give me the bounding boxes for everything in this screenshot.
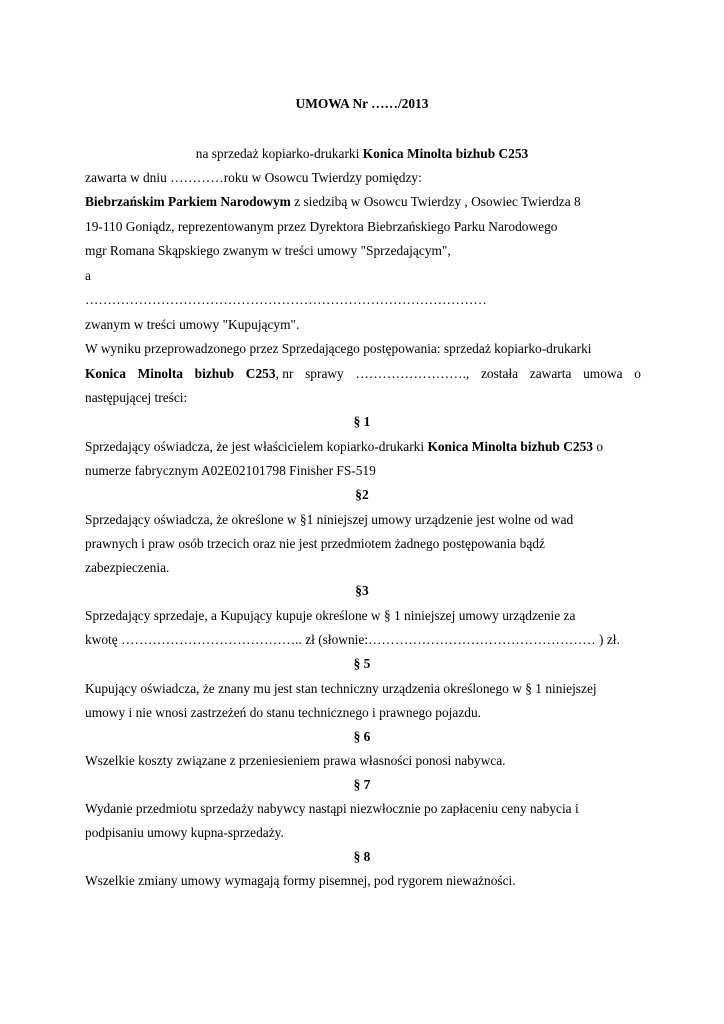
procedure-word: umowa — [583, 366, 623, 381]
procedure-line1: W wyniku przeprowadzonego przez Sprzedającego postępowania: sprzedaż kopiarko-drukarki — [85, 341, 592, 356]
procedure-word: Konica — [85, 366, 126, 381]
and-word: a — [85, 268, 91, 283]
procedure-word: Minolta — [137, 366, 183, 381]
section-5-line2: umowy i nie wnosi zastrzeżeń do stanu technicznego i prawnego pojazdu. — [85, 705, 482, 720]
section-3-line2: kwotę ………………………………….. zł (słownie:…………………………………………… ) zł. — [85, 632, 620, 647]
section-1-text: Sprzedający oświadcza, że jest właścicielem kopiarko-drukarki — [85, 439, 428, 454]
section-7-line1: Wydanie przedmiotu sprzedaży nabywcy nastąpi niezwłocznie po zapłaceniu ceny nabycia i — [85, 801, 579, 816]
party1-line2: 19-110 Goniądz, reprezentowanym przez Dyrektora Biebrzańskiego Parku Narodowego — [85, 219, 558, 234]
procedure-line2 — [85, 366, 641, 382]
section-6-line1: Wszelkie koszty związane z przeniesieniem prawa własności ponosi nabywca. — [85, 753, 506, 768]
section-8-line1: Wszelkie zmiany umowy wymagają formy pisemnej, pod rygorem nieważności. — [85, 873, 516, 888]
section-8-heading: § 8 — [353, 849, 371, 864]
section-7-line2: podpisaniu umowy kupna-sprzedaży. — [85, 825, 284, 840]
procedure-word: , nr — [275, 366, 294, 381]
party1-address: z siedzibą w Osowcu Twierdzy , Osowiec Twierdza 8 — [290, 194, 581, 209]
section-2-line1: Sprzedający oświadcza, że określone w §1 niniejszej umowy urządzenie jest wolne od wad — [85, 512, 574, 527]
section-1-device-name: Konica Minolta bizhub C253 — [427, 439, 593, 454]
section-5-heading: § 5 — [353, 656, 371, 671]
subtitle-device-name: Konica Minolta bizhub C253 — [362, 146, 529, 161]
procedure-word: została — [480, 366, 519, 381]
party2-placeholder: ……………………………………………………………………………… — [85, 292, 487, 307]
section-7-heading: § 7 — [353, 777, 371, 792]
section-1-line1 — [85, 439, 603, 455]
procedure-word: bizhub — [194, 366, 235, 381]
section-1-heading: § 1 — [353, 414, 371, 429]
party1-line3: mgr Romana Skąpskiego zwanym w treści umowy "Sprzedającym", — [85, 243, 451, 258]
document-subtitle — [0, 146, 724, 162]
section-5-line1: Kupujący oświadcza, że znany mu jest stan techniczny urządzenia określonego w § 1 niniejszej — [85, 681, 597, 696]
document-title: UMOWA Nr ……/2013 — [295, 96, 429, 111]
procedure-word: o — [634, 366, 641, 381]
section-3-heading: §3 — [355, 583, 369, 598]
procedure-word: ……………………., — [355, 366, 470, 381]
subtitle-prefix: na sprzedaż kopiarko-drukarki — [195, 146, 363, 161]
party1-line — [85, 194, 581, 210]
section-1-line2: numerze fabrycznym A02E02101798 Finisher FS-519 — [85, 463, 376, 478]
party1-name: Biebrzańskim Parkiem Narodowym — [85, 194, 291, 209]
procedure-word-group — [246, 366, 294, 382]
procedure-word: zawarta — [529, 366, 572, 381]
section-2-line3: zabezpieczenia. — [85, 560, 170, 575]
party2-role: zwanym w treści umowy "Kupującym". — [85, 317, 300, 332]
section-6-heading: § 6 — [353, 729, 371, 744]
contract-date-line: zawarta w dniu …………roku w Osowcu Twierdzy pomiędzy: — [85, 170, 422, 185]
section-2-line2: prawnych i praw osób trzecich oraz nie jest przedmiotem żadnego postępowania bądź — [85, 536, 545, 551]
section-2-heading: §2 — [355, 487, 369, 502]
section-3-line1: Sprzedający sprzedaje, a Kupujący kupuje określone w § 1 niniejszej umowy urządzenie za — [85, 608, 576, 623]
procedure-line3: następującej treści: — [85, 390, 188, 405]
procedure-word: C253 — [245, 366, 276, 381]
section-1-text-suffix: o — [592, 439, 604, 454]
procedure-word: sprawy — [305, 366, 344, 381]
